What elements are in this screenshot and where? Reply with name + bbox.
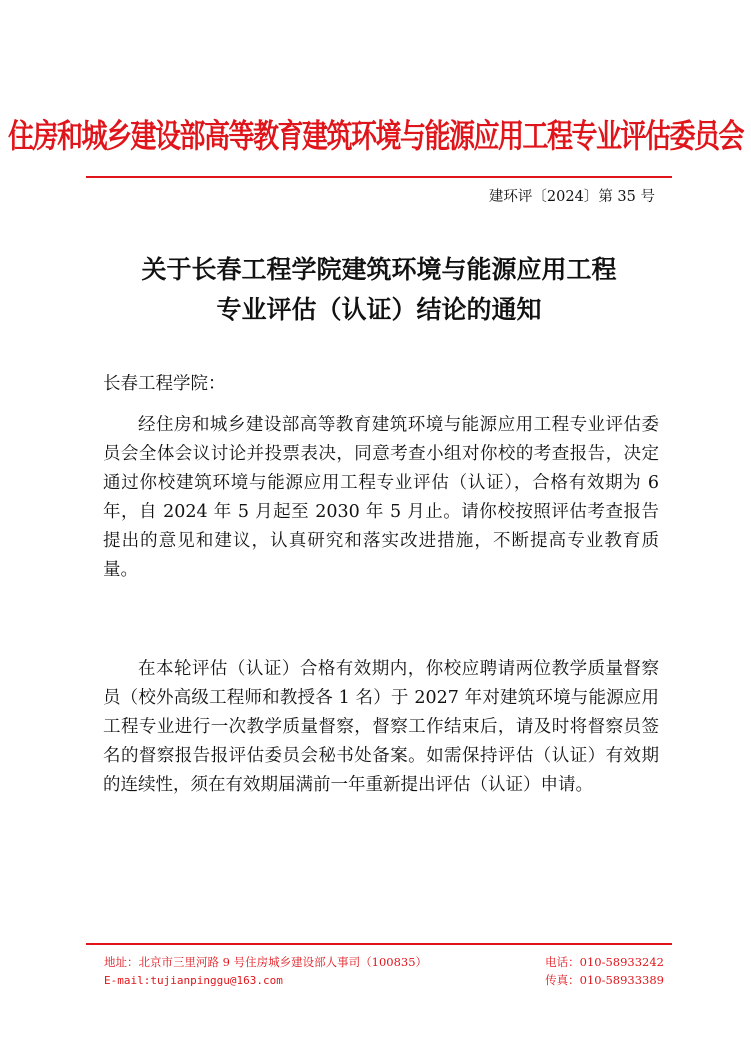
footer-phone: 电话：010-58933242 xyxy=(545,955,664,969)
footer-email-block xyxy=(104,971,283,990)
footer-divider xyxy=(86,943,672,945)
notice-title-line2: 专业评估（认证）结论的通知 xyxy=(216,295,542,324)
footer-row-1 xyxy=(104,953,664,971)
notice-title-line1: 关于长春工程学院建筑环境与能源应用工程 xyxy=(141,255,617,284)
footer-address: 地址：北京市三里河路 9 号住房城乡建设部人事司（100835） xyxy=(104,955,428,969)
header-divider xyxy=(86,176,672,178)
body-paragraph-2: 在本轮评估（认证）合格有效期内，你校应聘请两位教学质量督察员（校外高级工程师和教授各 1 名）于 2027 年对建筑环境与能源应用工程专业进行一次教学质量督察，督察工作结束后，请及时将督察员签名的督察报告报评估委员会秘书处备案。如需保持评估（认证）有效期的连续性，须在有效期届满前一年重新提出评估（认证）申请。 xyxy=(103,659,659,795)
document-number: 建环评〔2024〕第 35 号 xyxy=(488,189,655,205)
footer-fax: 传真：010-58933389 xyxy=(545,973,664,987)
organization-title: 住房和城乡建设部高等教育建筑环境与能源应用工程专业评估委员会 xyxy=(7,118,743,156)
footer-email: tujianpinggu@163.com xyxy=(150,974,283,987)
salutation: 长春工程学院： xyxy=(103,374,226,394)
footer-row-2 xyxy=(104,971,664,990)
footer-email-label: E-mail: xyxy=(104,974,151,987)
body-paragraph-1: 经住房和城乡建设部高等教育建筑环境与能源应用工程专业评估委员会全体会议讨论并投票表决，同意考查小组对你校的考查报告，决定通过你校建筑环境与能源应用工程专业评估（认证），合格有效期为 6 年，自 2024 年 5 月起至 2030 年 5 月止。请你校按照评估考查报告提出的意见和建议，认真研究和落实改进措施，不断提高专业教育质量。 xyxy=(103,415,659,580)
